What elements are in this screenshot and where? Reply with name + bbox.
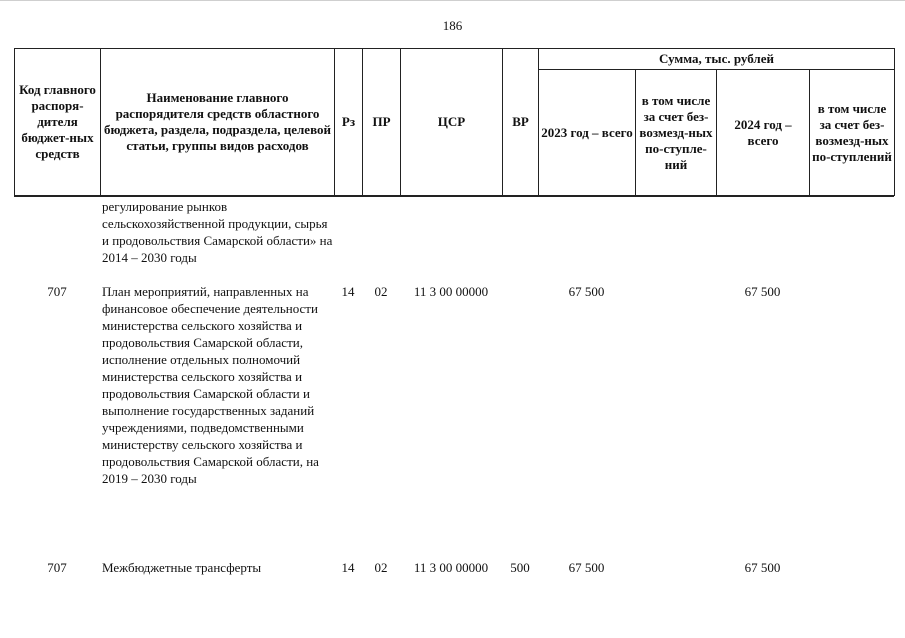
header-2023-incl: в том числе за счет без-возмезд-ных по-ступле-ний bbox=[636, 70, 717, 196]
row-2024-total: 67 500 bbox=[744, 284, 781, 299]
top-edge-line bbox=[0, 0, 905, 1]
row-name: Межбюджетные трансферты bbox=[102, 560, 262, 575]
row-name: регулирование рынков сельскохозяйственной продукции, сырья и продовольствия Самарской области» на 2014 – 2030 годы bbox=[102, 199, 333, 265]
table-body bbox=[14, 196, 894, 636]
row-vr: 500 bbox=[510, 560, 530, 575]
row-2023-total: 67 500 bbox=[568, 560, 605, 575]
header-2024-total: 2024 год – всего bbox=[717, 70, 810, 196]
header-name: Наименование главного распорядителя средств областного бюджета, раздела, подраздела, целевой статьи, группы видов расходов bbox=[101, 49, 335, 196]
table-header bbox=[14, 48, 895, 196]
row-csr: 11 3 00 00000 bbox=[413, 560, 489, 575]
header-2024-incl: в том числе за счет без-возмезд-ных по-ступлений bbox=[810, 70, 895, 196]
row-2024-total: 67 500 bbox=[744, 560, 781, 575]
row-name: План мероприятий, направленных на финансовое обеспечение деятельности министерства сельского хозяйства и продовольствия Самарской области, исполнение отдельных полномочий министерства сельского хозяйства и продовольствия Самарской области и выполнение государственных заданий учреждениями, подведомственными министерству сельского хозяйства и продовольствия Самарской области, на 2019 – 2030 годы bbox=[102, 284, 319, 486]
row-rz: 14 bbox=[341, 284, 355, 299]
header-bottom-rule bbox=[14, 196, 894, 197]
header-code: Код главного распоря-дителя бюджет-ных средств bbox=[15, 49, 101, 196]
header-sum: Сумма, тыс. рублей bbox=[539, 49, 895, 70]
header-csr: ЦСР bbox=[401, 49, 503, 196]
row-pr: 02 bbox=[374, 284, 388, 299]
row-rz: 14 bbox=[341, 560, 355, 575]
header-2023-total: 2023 год – всего bbox=[539, 70, 636, 196]
row-code: 707 bbox=[47, 560, 67, 575]
row-pr: 02 bbox=[374, 560, 388, 575]
header-pr: ПР bbox=[363, 49, 401, 196]
row-csr: 11 3 00 00000 bbox=[413, 284, 489, 299]
page-number: 186 bbox=[442, 18, 463, 33]
row-2023-total: 67 500 bbox=[568, 284, 605, 299]
header-vr: ВР bbox=[503, 49, 539, 196]
header-rz: Рз bbox=[335, 49, 363, 196]
row-code: 707 bbox=[47, 284, 67, 299]
